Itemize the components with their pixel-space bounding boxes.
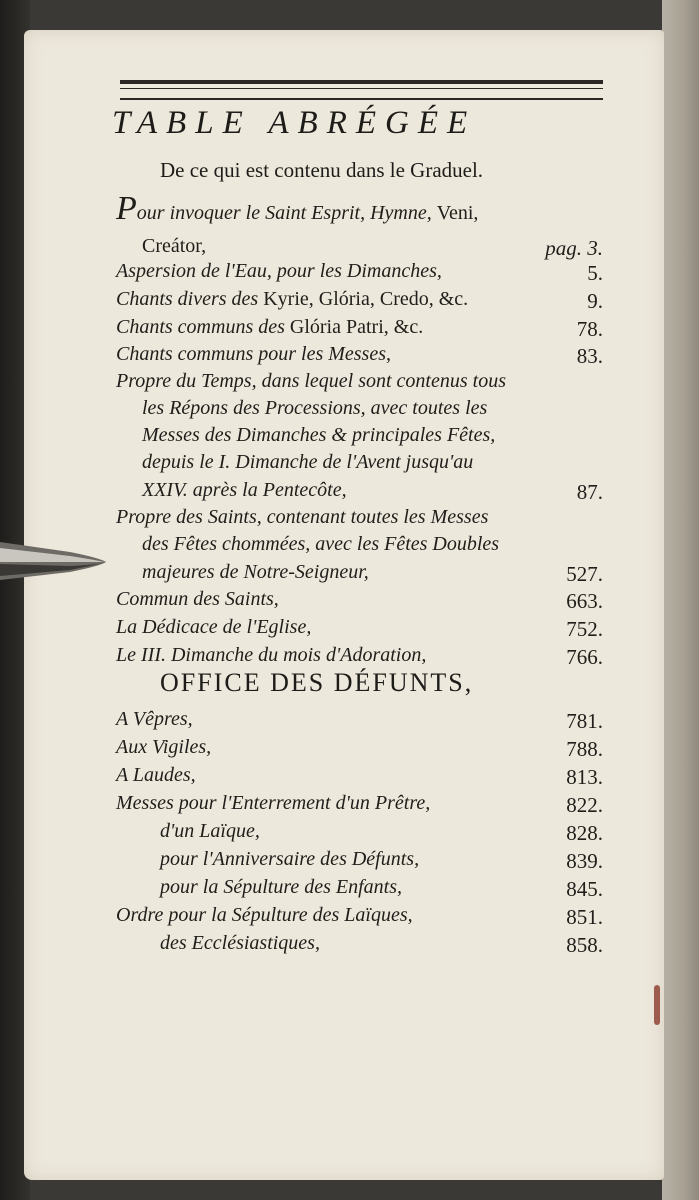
- toc-entry: d'un Laïque,: [160, 820, 260, 842]
- toc-page-number: [545, 235, 603, 261]
- toc-entry-text: our invoquer le Saint Esprit, Hymne,: [136, 202, 437, 224]
- toc-page-number: 845.: [566, 877, 603, 901]
- page-clip-marker: [0, 534, 110, 586]
- toc-entry-roman: Kyrie, Glória, Credo, &c.: [263, 288, 469, 310]
- toc-entry: [116, 314, 423, 340]
- toc-entry: La Dédicace de l'Eglise,: [116, 616, 312, 638]
- toc-entry: majeures de Notre-Seigneur,: [142, 561, 369, 583]
- toc-page-number: 78.: [576, 317, 603, 341]
- toc-page-number: 822.: [566, 793, 603, 817]
- toc-page-number: 5.: [587, 261, 603, 285]
- toc-page-number: 752.: [566, 617, 603, 641]
- header-rule-thin: [120, 88, 603, 89]
- page-title: TABLE ABRÉGÉE: [112, 105, 477, 141]
- page-subtitle: De ce qui est contenu dans le Graduel.: [160, 158, 484, 182]
- header-rule-thick: [120, 80, 603, 84]
- toc-entry: Commun des Saints,: [116, 588, 279, 610]
- toc-entry: Propre du Temps, dans lequel sont contenus tous: [116, 370, 506, 392]
- toc-entry: Le III. Dimanche du mois d'Adoration,: [116, 644, 427, 666]
- toc-page-number: 851.: [566, 905, 603, 929]
- toc-page-number: 813.: [566, 765, 603, 789]
- header-rule-bottom: [120, 98, 603, 100]
- toc-page-label: pag. 3.: [545, 236, 603, 260]
- toc-entry: [116, 286, 468, 312]
- toc-page-number: 839.: [566, 849, 603, 873]
- toc-entry: pour la Sépulture des Enfants,: [160, 876, 403, 898]
- toc-entry: A Laudes,: [116, 764, 196, 786]
- toc-entry: Ordre pour la Sépulture des Laïques,: [116, 904, 413, 926]
- toc-entry: A Vêpres,: [116, 708, 193, 730]
- toc-entry: Aspersion de l'Eau, pour les Dimanches,: [116, 260, 442, 282]
- toc-page-number: 527.: [566, 562, 603, 586]
- toc-entry: Aux Vigiles,: [116, 736, 212, 758]
- toc-page-number: 766.: [566, 645, 603, 669]
- toc-entry-text: Chants divers des: [116, 288, 264, 310]
- toc-entry: Messes pour l'Enterrement d'un Prêtre,: [116, 792, 431, 814]
- toc-entry: les Répons des Processions, avec toutes les: [142, 397, 488, 419]
- toc-entry: des Ecclésiastiques,: [160, 932, 320, 954]
- page-edge-stain: [654, 985, 660, 1025]
- drop-cap: P: [116, 190, 137, 227]
- toc-entry: [116, 190, 479, 227]
- toc-entry: pour l'Anniversaire des Défunts,: [160, 848, 420, 870]
- toc-entry-roman: Glória Patri, &c.: [289, 316, 424, 338]
- toc-entry: Messes des Dimanches & principales Fêtes,: [142, 424, 496, 446]
- toc-page-number: 788.: [566, 737, 603, 761]
- book-page-edges: [662, 0, 699, 1200]
- toc-page-number: 781.: [566, 709, 603, 733]
- toc-entry: depuis le I. Dimanche de l'Avent jusqu'au: [142, 451, 474, 473]
- toc-page-number: 828.: [566, 821, 603, 845]
- toc-entry: Chants communs pour les Messes,: [116, 343, 391, 365]
- toc-entry-text: Chants communs des: [116, 316, 290, 338]
- toc-entry: des Fêtes chommées, avec les Fêtes Doubles: [142, 533, 500, 555]
- toc-page-number: 83.: [576, 344, 603, 368]
- toc-page-number: 87.: [576, 480, 603, 504]
- toc-entry: XXIV. après la Pentecôte,: [142, 479, 347, 501]
- toc-page-number: 858.: [566, 933, 603, 957]
- toc-entry-text: Creátor,: [142, 235, 207, 257]
- toc-entry: Propre des Saints, contenant toutes les Messes: [116, 506, 489, 528]
- section-title: OFFICE DES DÉFUNTS,: [160, 668, 474, 697]
- toc-entry: [142, 233, 206, 259]
- toc-page-number: 663.: [566, 589, 603, 613]
- toc-page-number: 9.: [587, 289, 603, 313]
- toc-entry-roman: Veni,: [436, 202, 479, 224]
